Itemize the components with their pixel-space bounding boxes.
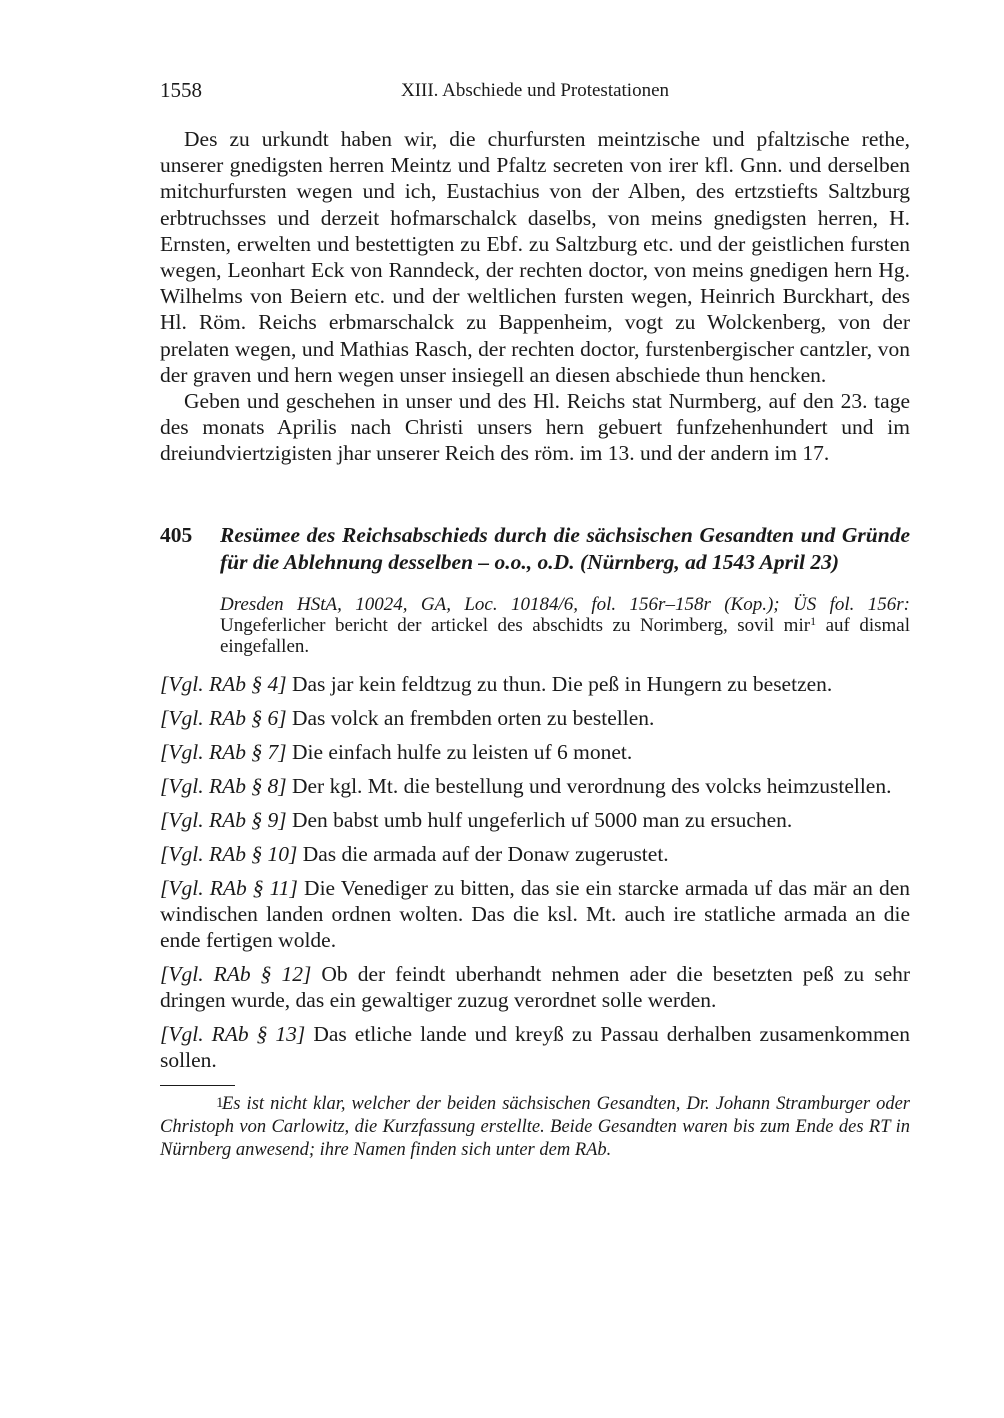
list-item [160, 841, 910, 867]
footnote-divider [160, 1085, 235, 1086]
paragraph: Geben und geschehen in unser und des Hl. Reichs stat Nurmberg, auf den 23. tage des monats Aprilis nach Christi unsers hern gebuert funfzehenhundert und im dreiundviertzigisten jhar unserer Reich des röm. im 13. und der andern im 17. [160, 389, 910, 466]
item-list [160, 671, 910, 1073]
source-text: Ungeferlicher bericht der artickel des abschidts zu Norimberg, sovil mir [220, 614, 811, 636]
item-reference: [Vgl. RAb § 4] [160, 671, 287, 696]
closing-text [160, 126, 910, 467]
item-reference: [Vgl. RAb § 11] [160, 875, 298, 900]
item-reference: [Vgl. RAb § 10] [160, 841, 298, 866]
item-text: Den babst umb hulf ungeferlich uf 5000 man zu ersuchen. [291, 807, 793, 832]
item-text: Das die armada auf der Donaw zugerustet. [302, 841, 669, 866]
list-item [160, 1021, 910, 1073]
page-header [160, 78, 910, 108]
footnote-reference[interactable]: 1 [810, 613, 817, 628]
item-text: Der kgl. Mt. die bestellung und verordnung des volcks heimzustellen. [291, 773, 892, 798]
source-note [220, 594, 910, 657]
item-reference: [Vgl. RAb § 9] [160, 807, 287, 832]
section-title: Resümee des Reichsabschieds durch die sächsischen Gesandten und Gründe für die Ablehnung desselben – o.o., o.D. (Nürnberg, ad 1543 April 23) [220, 522, 910, 574]
document-page [160, 78, 910, 1162]
list-item [160, 705, 910, 731]
footnote-mark: 1 [216, 1094, 224, 1111]
section-number: 405 [160, 522, 193, 547]
paragraph: Des zu urkundt haben wir, die churfursten meintzische und pfaltzische rethe, unserer gnedigsten herren Meintz und Pfaltz secreten von irer kfl. Gnn. und derselben mitchurfursten wegen und ich, Eustachius von der Alben, des ertzstiefts Saltzburg erbtruchsses und derzeit hofmarschalck daselbs, von meins gnedigsten herren, H. Ernsten, erwelten und bestettigten zu Ebf. zu Saltzburg etc. und der geistlichen fursten wegen, Leonhart Eck von Ranndeck, der rechten doctor, von meins gnedigen hern Hg. Wilhelms von Beiern etc. und der weltlichen fursten wegen, Heinrich Burckhart, des Hl. Röm. Reichs erbmarschalck zu Bappenheim, vogt zu Wolckenberg, von der prelaten wegen, und Mathias Rasch, der rechten doctor, furstenbergischer cantzler, von der graven und hern wegen unser insiegell an diesen abschiede thun hencken. [160, 127, 910, 387]
item-reference: [Vgl. RAb § 7] [160, 739, 287, 764]
list-item [160, 671, 910, 697]
item-text: Das etliche lande und kreyß zu Passau derhalben zusamenkommen sollen. [160, 1021, 911, 1072]
section-heading [160, 522, 910, 576]
footnote [160, 1092, 910, 1162]
list-item [160, 807, 910, 833]
item-text: Das jar kein feldtzug zu thun. Die peß in Hungern zu besetzen. [291, 671, 833, 696]
item-reference: [Vgl. RAb § 8] [160, 773, 287, 798]
list-item [160, 961, 910, 1013]
item-text: Die Venediger zu bitten, das sie ein starcke armada uf das mär an den windischen landen ordnen wolten. Das die ksl. Mt. auch ire statliche armada an die ende fertigen wolde. [160, 875, 911, 952]
item-text: Ob der feindt uberhandt nehmen ader die besetzten peß zu sehr dringen wurde, das ein gewaltiger zuzug verordnet solle werden. [160, 961, 911, 1012]
running-title: XIII. Abschiede und Protestationen [400, 80, 670, 101]
list-item [160, 773, 910, 799]
item-text: Das volck an frembden orten zu bestellen. [291, 705, 655, 730]
source-archive: Dresden HStA, 10024, GA, Loc. 10184/6, fol. 156r–158r (Kop.); ÜS fol. 156r: [220, 593, 910, 615]
item-text: Die einfach hulfe zu leisten uf 6 monet. [291, 739, 633, 764]
source-text-end: auf dismal eingefallen. [220, 614, 910, 657]
item-reference: [Vgl. RAb § 6] [160, 705, 287, 730]
list-item [160, 875, 910, 953]
item-reference: [Vgl. RAb § 13] [160, 1021, 306, 1046]
item-reference: [Vgl. RAb § 12] [160, 961, 312, 986]
list-item [160, 739, 910, 765]
page-number: 1558 [160, 78, 202, 102]
footnote-text: Es ist nicht klar, welcher der beiden sächsischen Gesandten, Dr. Johann Stramburger oder Christoph von Carlowitz, die Kurzfassung erstellte. Beide Gesandten waren bis zum Ende des RT in Nürnberg anwesend; ihre Namen finden sich unter dem RAb. [160, 1093, 910, 1160]
